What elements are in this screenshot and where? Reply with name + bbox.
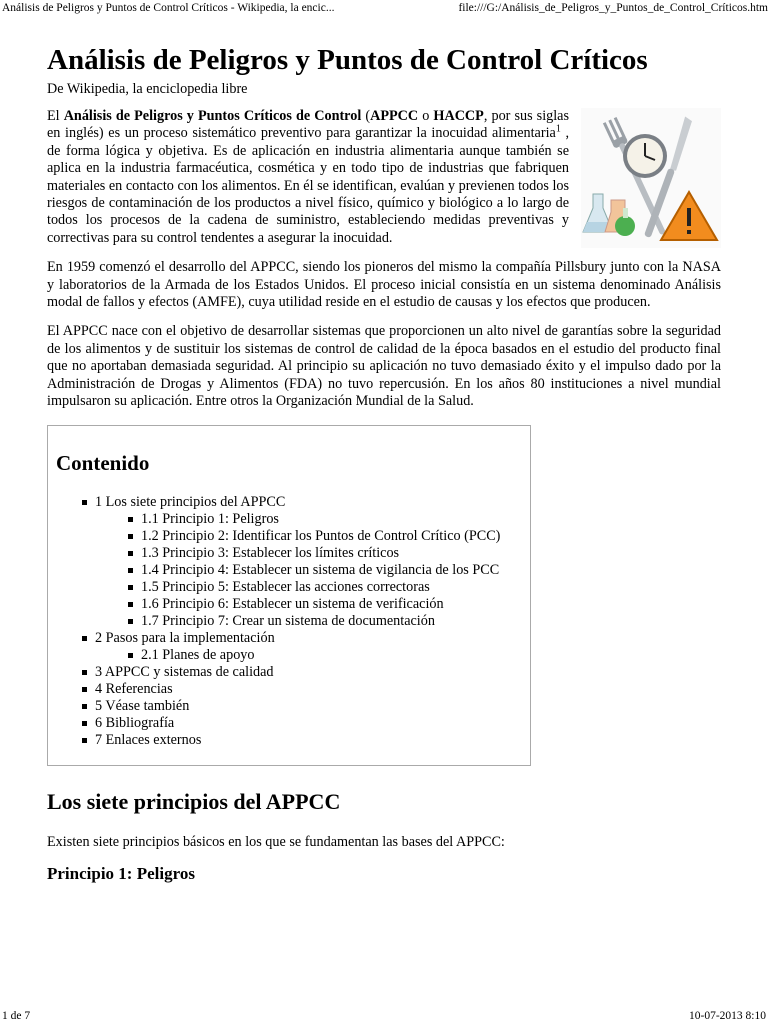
toc-list	[56, 494, 530, 749]
text-span: El	[47, 108, 64, 124]
toc-item[interactable]: 1.5 Principio 5: Establecer las acciones correctoras	[56, 579, 530, 596]
page-number: 1 de 7	[2, 1010, 31, 1022]
clock-icon	[623, 134, 667, 178]
toc-item[interactable]: 6 Bibliografía	[56, 715, 530, 732]
toc-item[interactable]: 1.7 Principio 7: Crear un sistema de documentación	[56, 613, 530, 630]
page-title: Análisis de Peligros y Puntos de Control Críticos	[47, 44, 648, 76]
toc-item[interactable]: 1.6 Principio 6: Establecer un sistema de verificación	[56, 596, 530, 613]
toc-item[interactable]: 2.1 Planes de apoyo	[56, 647, 530, 664]
toc-item[interactable]: 1.1 Principio 1: Peligros	[56, 511, 530, 528]
subsection-heading: Principio 1: Peligros	[47, 863, 195, 883]
text-span: , de forma lógica y objetiva. Es de aplicación en industria alimentaria aunque también se aplica en la industria farmacéutica, cosmética y en todo tipo de industrias que fabriquen materiales en contacto con los alimentos. En él se identifican, evalúan y previenen todos los riesgos de contaminación de los productos a nivel físico, químico y biológico a lo largo de todos los procesos de la cadena de suministro, estableciendo medidas preventivas y correctivas para su control tendentes a asegurar la inocuidad.	[47, 125, 570, 246]
haccp-illustration-icon	[581, 108, 721, 248]
history-paragraph: En 1959 comenzó el desarrollo del APPCC, siendo los pioneros del mismo la compañía Pillsbury junto con la NASA y laboratorios de la Armada de los Estados Unidos. El proceso inicial consistía en un sistema denominado Análisis modal de fallos y efectos (AMFE), cuya utilidad reside en el estudio de causas y los efectos que producen.	[47, 259, 721, 311]
reference-link[interactable]: 1	[555, 123, 561, 135]
text-span: (	[361, 108, 371, 124]
bold-term: HACCP	[433, 108, 484, 124]
text-span: , por sus siglas en inglés) es un proceso sistemático preventivo para garantizar la inocuidad alimentaria	[47, 108, 569, 142]
toc-item[interactable]: 3 APPCC y sistemas de calidad	[56, 664, 530, 681]
text-span: o	[418, 108, 434, 124]
toc-item[interactable]: 1 Los siete principios del APPCC	[56, 494, 530, 511]
header-page-title: Análisis de Peligros y Puntos de Control Críticos - Wikipedia, la encic...	[2, 2, 335, 14]
toc-item[interactable]: 7 Enlaces externos	[56, 732, 530, 749]
toc-item[interactable]: 1.4 Principio 4: Establecer un sistema de vigilancia de los PCC	[56, 562, 530, 579]
purpose-paragraph: El APPCC nace con el objetivo de desarrollar sistemas que proporcionen un alto nivel de garantías sobre la seguridad de los alimentos y de sustituir los sistemas de control de calidad de la época basados en el estudio del producto final que no aportaban demasiada seguridad. Al principio su aplicación no tuvo demasiado éxito y el impulso dado por la Administración de Drogas y Alimentos (FDA) no tuvo repercusión. En los años 80 instituciones a nivel mundial impulsaron su aplicación. Entre otros la Organización Mundial de la Salud.	[47, 323, 721, 410]
toc-item[interactable]: 1.2 Principio 2: Identificar los Puntos de Control Crítico (PCC)	[56, 528, 530, 545]
print-header	[0, 0, 768, 16]
print-footer	[0, 1008, 768, 1024]
toc-item[interactable]: 5 Véase también	[56, 698, 530, 715]
header-file-path: file:///G:/Análisis_de_Peligros_y_Puntos_de_Control_Críticos.htm	[458, 2, 768, 14]
print-datetime: 10-07-2013 8:10	[689, 1010, 766, 1022]
section-intro: Existen siete principios básicos en los que se fundamentan las bases del APPCC:	[47, 833, 505, 850]
table-of-contents	[47, 425, 531, 766]
toc-item[interactable]: 2 Pasos para la implementación	[56, 630, 530, 647]
section-heading: Los siete principios del APPCC	[47, 788, 341, 814]
article-content	[47, 42, 721, 885]
page-subtitle: De Wikipedia, la enciclopedia libre	[47, 81, 248, 97]
bold-term: APPCC	[370, 108, 419, 124]
toc-item[interactable]: 4 Referencias	[56, 681, 530, 698]
toc-title: Contenido	[56, 450, 150, 475]
toc-item[interactable]: 1.3 Principio 3: Establecer los límites críticos	[56, 545, 530, 562]
haccp-illustration[interactable]	[581, 108, 721, 248]
bold-term: Análisis de Peligros y Puntos Críticos de Control	[63, 108, 362, 124]
